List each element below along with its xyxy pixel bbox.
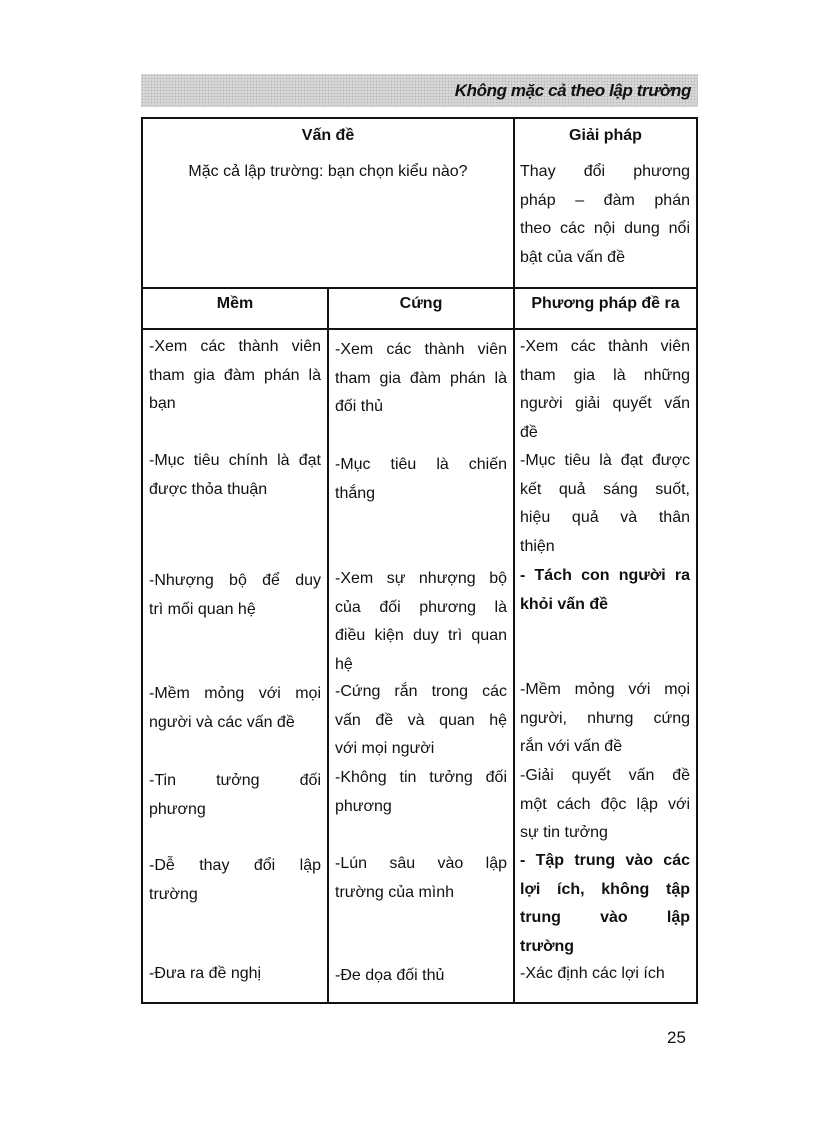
item-line: một cách độc lập với — [520, 795, 690, 813]
item-line: đối thủ — [335, 398, 384, 415]
table-cell-item — [520, 447, 690, 561]
running-head-band — [141, 74, 698, 107]
item-line: phương — [149, 800, 206, 818]
item-line: -Mềm mỏng với mọi — [520, 681, 690, 698]
item-line: lợi ích, không tập — [520, 880, 690, 898]
table-cell-item — [520, 762, 690, 848]
table-cell-item — [520, 676, 690, 762]
item-line: tham gia đàm phán là — [335, 369, 507, 387]
table-cell-item — [149, 960, 321, 989]
divider-soft-hard — [327, 287, 329, 1002]
item-line: kết quả sáng suốt, — [520, 480, 690, 498]
table-cell-item — [335, 850, 507, 907]
table-cell-item — [335, 336, 507, 422]
item-line: -Xem các thành viên — [520, 338, 690, 355]
item-line: người và các vấn đề — [149, 713, 295, 731]
item-line: -Lún sâu vào lập — [335, 855, 507, 872]
item-line: thắng — [335, 484, 376, 502]
item-line: người giải quyết vấn — [520, 395, 690, 412]
item-line: -Xem các thành viên — [335, 341, 507, 358]
item-line: khỏi vấn đề — [520, 595, 609, 613]
item-line: - Tách con người ra — [520, 567, 690, 584]
principled-column — [520, 119, 690, 1002]
item-line: trường của mình — [335, 883, 455, 901]
item-line: trì mối quan hệ — [149, 600, 256, 618]
item-line: trung vào lập — [520, 909, 690, 926]
item-line: -Đe dọa đối thủ — [335, 967, 445, 984]
solution-line: Thay đổi phương — [520, 163, 690, 180]
table-cell-item — [149, 767, 321, 824]
item-line: điều kiện duy trì quan — [335, 627, 507, 644]
item-line: -Xem các thành viên — [149, 338, 321, 355]
item-line: sự tin tưởng — [520, 824, 608, 841]
problem-question: Mặc cả lập trường: bạn chọn kiểu nào? — [188, 163, 468, 180]
item-line: -Giải quyết vấn đề — [520, 767, 690, 784]
divider-problem-solution — [513, 119, 515, 1002]
table-cell-item — [335, 962, 507, 991]
column-header-soft: Mềm — [216, 295, 254, 312]
hard-column — [335, 119, 507, 1002]
item-line: rắn với vấn đề — [520, 738, 623, 755]
item-line: của đối phương là — [335, 598, 507, 616]
table-cell-item — [520, 333, 690, 447]
comparison-table — [141, 117, 698, 1004]
item-line: hệ — [335, 655, 353, 673]
table-cell-item — [149, 447, 321, 504]
item-line: - Tập trung vào các — [520, 852, 690, 869]
table-cell-item — [520, 847, 690, 961]
table-cell-item — [149, 852, 321, 909]
table-cell-item — [149, 333, 321, 419]
item-line: -Mục tiêu là đạt được — [520, 452, 690, 469]
item-line: -Không tin tưởng đối — [335, 769, 507, 786]
item-line: -Xác định các lợi ích — [520, 965, 665, 982]
solution-header: Giải pháp — [569, 127, 642, 144]
item-line: -Tin tưởng đối — [149, 772, 321, 789]
table-cell-item — [335, 764, 507, 821]
problem-header: Vấn đề — [301, 127, 355, 144]
item-line: -Nhượng bộ để duy — [149, 572, 321, 589]
item-line: -Dễ thay đổi lập — [149, 857, 321, 874]
solution-line: bật của vấn đề — [520, 248, 625, 266]
column-header-hard: Cứng — [399, 295, 443, 312]
item-line: -Đưa ra đề nghị — [149, 965, 262, 982]
item-line: người, nhưng cứng — [520, 709, 690, 727]
item-line: -Xem sự nhượng bộ — [335, 570, 507, 587]
solution-line: pháp – đàm phán — [520, 191, 690, 209]
item-line: đề — [520, 423, 538, 441]
item-line: được thỏa thuận — [149, 480, 268, 498]
table-cell-item — [335, 678, 507, 764]
item-line: -Cứng rắn trong các — [335, 683, 507, 700]
running-head: Không mặc cả theo lập trường — [454, 81, 691, 100]
item-line: với mọi người — [335, 740, 435, 757]
item-line: hiệu quả và thân — [520, 509, 690, 526]
item-line: vấn đề và quan hệ — [335, 711, 507, 729]
item-line: trường — [520, 937, 575, 955]
item-line: tham gia đàm phán là — [149, 366, 321, 384]
table-cell-item — [149, 567, 321, 624]
solution-line: theo các nội dung nổi — [520, 220, 690, 237]
soft-column — [149, 119, 321, 1002]
column-header-principled: Phương pháp đề ra — [531, 295, 680, 312]
page-number: 25 — [667, 1028, 686, 1047]
item-line: thiện — [520, 537, 555, 555]
table-cell-item — [520, 562, 690, 619]
item-line: tham gia là những — [520, 366, 690, 384]
table-cell-item — [335, 451, 507, 508]
item-line: phương — [335, 797, 392, 815]
table-cell-item — [149, 680, 321, 737]
item-line: bạn — [149, 395, 176, 412]
item-line: -Mục tiêu chính là đạt — [149, 452, 321, 469]
item-line: trường — [149, 885, 198, 903]
table-cell-item — [335, 565, 507, 679]
item-line: -Mềm mỏng với mọi — [149, 685, 321, 702]
table-cell-item — [520, 960, 690, 989]
item-line: -Mục tiêu là chiến — [335, 456, 507, 473]
